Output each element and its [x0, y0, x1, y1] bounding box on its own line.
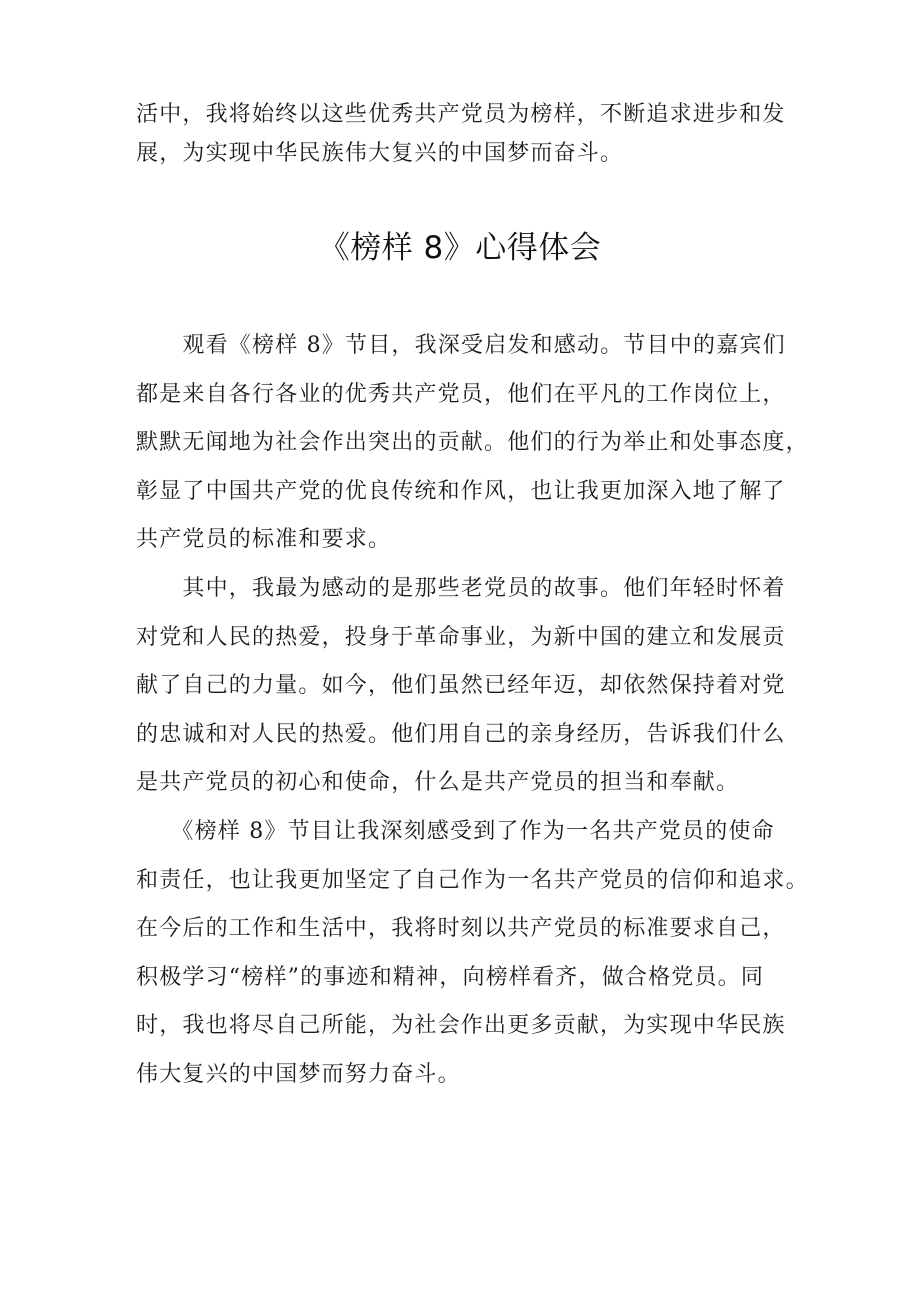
paragraph-line: 在今后的工作和生活中，我将时刻以共产党员的标准要求自己， — [136, 916, 786, 942]
paragraph-line: 献了自己的力量。如今，他们虽然已经年迈，却依然保持着对党 — [136, 673, 786, 699]
paragraph-line: 都是来自各行各业的优秀共产党员，他们在平凡的工作岗位上， — [136, 381, 786, 407]
previous-section-continuation — [136, 104, 804, 182]
article-body — [136, 335, 816, 1113]
paragraph-line: 彰显了中国共产党的优良传统和作风，也让我更加深入地了解了 — [136, 478, 786, 504]
paragraph-line: 默默无闻地为社会作出突出的贡献。他们的行为举止和处事态度， — [136, 430, 809, 456]
paragraph-line: 和责任，也让我更加坚定了自己作为一名共产党员的信仰和追求。 — [136, 867, 809, 893]
paragraph-line: 的忠诚和对人民的热爱。他们用自己的亲身经历，告诉我们什么 — [136, 721, 786, 747]
paragraph-line: 观看《榜样 8》节目，我深受启发和感动。节目中的嘉宾们 — [136, 333, 786, 358]
paragraph-line: 对党和人民的热爱，投身于革命事业，为新中国的建立和发展贡 — [136, 624, 786, 650]
paragraph-line: 《榜样 8》节目让我深刻感受到了作为一名共产党员的使命 — [136, 818, 775, 844]
paragraph-line: 伟大复兴的中国梦而努力奋斗。 — [136, 1061, 461, 1087]
paragraph-line: 活中，我将始终以这些优秀共产党员为榜样，不断追求进步和发 — [136, 102, 786, 127]
paragraph-line: 其中，我最为感动的是那些老党员的故事。他们年轻时怀着 — [136, 575, 786, 601]
paragraph-line: 展，为实现中华民族伟大复兴的中国梦而奋斗。 — [136, 141, 624, 166]
paragraph-line: 积极学习“榜样”的事迹和精神，向榜样看齐，做合格党员。同 — [136, 964, 765, 990]
paragraph-line: 是共产党员的初心和使命，什么是共产党员的担当和奉献。 — [136, 770, 740, 796]
page-title: 《榜样 8》心得体会 — [318, 230, 602, 266]
paragraph-line: 时，我也将尽自己所能，为社会作出更多贡献，为实现中华民族 — [136, 1013, 786, 1039]
paragraph-line: 共产党员的标准和要求。 — [136, 527, 392, 553]
